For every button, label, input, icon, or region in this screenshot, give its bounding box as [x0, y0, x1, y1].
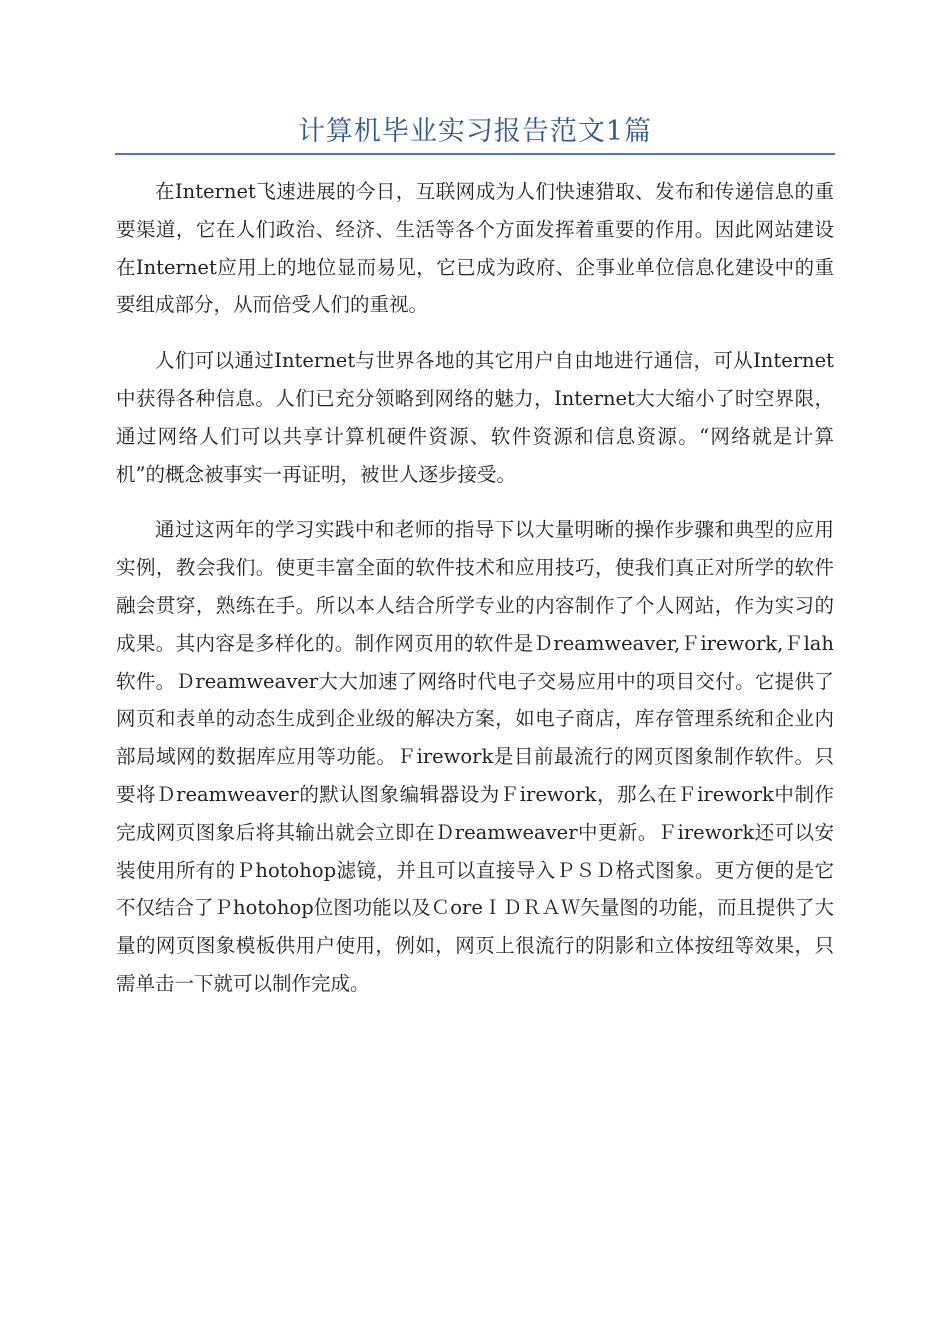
paragraph-2: 人们可以通过Internet与世界各地的其它用户自由地进行通信，可从Internet中获得各种信息。人们已充分领略到网络的魅力，Internet大大缩小了时空界限，通过网络人们可以共享计算机硬件资源、软件资源和信息资源。“网络就是计算机”的概念被事实一再证明，被世人逐步接受。	[116, 349, 834, 486]
title-underline	[115, 153, 835, 155]
paragraph-3: 通过这两年的学习实践中和老师的指导下以大量明晰的操作步骤和典型的应用实例，教会我们。使更丰富全面的软件技术和应用技巧，使我们真正对所学的软件融会贯穿，熟练在手。所以本人结合所学专业的内容制作了个人网站，作为实习的成果。其内容是多样化的。制作网页用的软件是Ｄreamweaver,Ｆirework,Ｆlah软件。Ｄreamweaver大大加速了网络时代电子交易应用中的项目交付。它提供了网页和表单的动态生成到企业级的解决方案，如电子商店，库存管理系统和企业内部局域网的数据库应用等功能。Ｆirework是目前最流行的网页图象制作软件。只要将Ｄreamweaver的默认图象编辑器设为Ｆirework，那么在Ｆirework中制作完成网页图象后将其输出就会立即在Ｄreamweaver中更新。Ｆirework还可以安装使用所有的Ｐhotohop滤镜，并且可以直接导入ＰＳＤ格式图象。更方便的是它不仅结合了Ｐhotohop位图功能以及ＣoreＩＤＲＡＷ矢量图的功能，而且提供了大量的网页图象模板供用户使用，例如，网页上很流行的阴影和立体按纽等效果，只需单击一下就可以制作完成。	[116, 518, 834, 995]
paragraph-1: 在Internet飞速进展的今日，互联网成为人们快速猎取、发布和传递信息的重要渠道，它在人们政治、经济、生活等各个方面发挥着重要的作用。因此网站建设在Internet应用上的地位显而易见，它已成为政府、企事业单位信息化建设中的重要组成部分，从而倍受人们的重视。	[116, 180, 834, 317]
document-title: 计算机毕业实习报告范文1篇	[297, 116, 653, 147]
document-body	[116, 173, 834, 1021]
